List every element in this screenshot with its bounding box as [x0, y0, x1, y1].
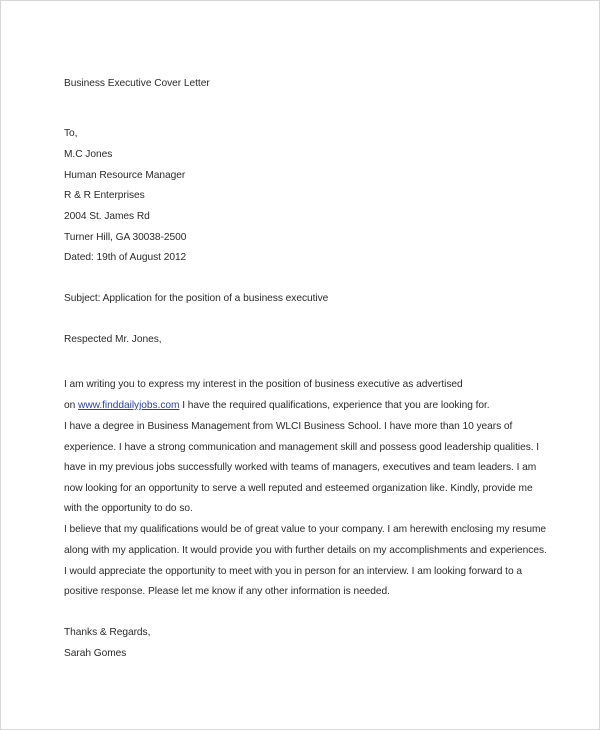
letter-closing: Thanks & Regards, [64, 627, 151, 638]
document-title: Business Executive Cover Letter [64, 78, 210, 89]
body-line-7: with the opportunity to do so. [64, 503, 193, 514]
recipient-to-label: To, [64, 128, 78, 139]
body-line-11: positive response. Please let me know if any other information is needed. [64, 586, 390, 597]
recipient-street: 2004 St. James Rd [64, 211, 150, 222]
body-line-2-prefix: on [64, 400, 79, 411]
body-line-6: now looking for an opportunity to serve a well reputed and esteemed organization like. Kindly, provide me [64, 483, 533, 494]
body-line-5: have in my previous jobs successfully worked with teams of managers, executives and team leaders. I am [64, 462, 537, 473]
recipient-city-state-zip: Turner Hill, GA 30038-2500 [64, 232, 187, 243]
letter-subject: Subject: Application for the position of a business executive [64, 293, 329, 304]
letter-greeting: Respected Mr. Jones, [64, 334, 162, 345]
body-line-1: I am writing you to express my interest in the position of business executive as advertised [64, 379, 463, 390]
recipient-position: Human Resource Manager [64, 170, 186, 181]
body-line-3: I have a degree in Business Management from WLCI Business School. I have more than 10 years of [64, 421, 513, 432]
body-line-4: experience. I have a strong communication and management skill and possess good leadership qualities. I [64, 442, 540, 453]
letter-date: Dated: 19th of August 2012 [64, 252, 187, 263]
body-line-10: I would appreciate the opportunity to meet with you in person for an interview. I am looking forward to a [64, 566, 522, 577]
body-line-8: I believe that my qualifications would be of great value to your company. I am herewith enclosing my resume [64, 524, 547, 535]
job-site-link[interactable]: www.finddailyjobs.com [78, 400, 180, 411]
letter-signature: Sarah Gomes [64, 648, 127, 659]
recipient-company: R & R Enterprises [64, 190, 145, 201]
body-line-2 [64, 399, 490, 413]
body-line-2-suffix: I have the required qualifications, experience that you are looking for. [179, 400, 490, 411]
body-line-9: along with my application. It would provide you with further details on my accomplishments and experiences. [64, 545, 547, 556]
recipient-name: M.C Jones [64, 149, 113, 160]
